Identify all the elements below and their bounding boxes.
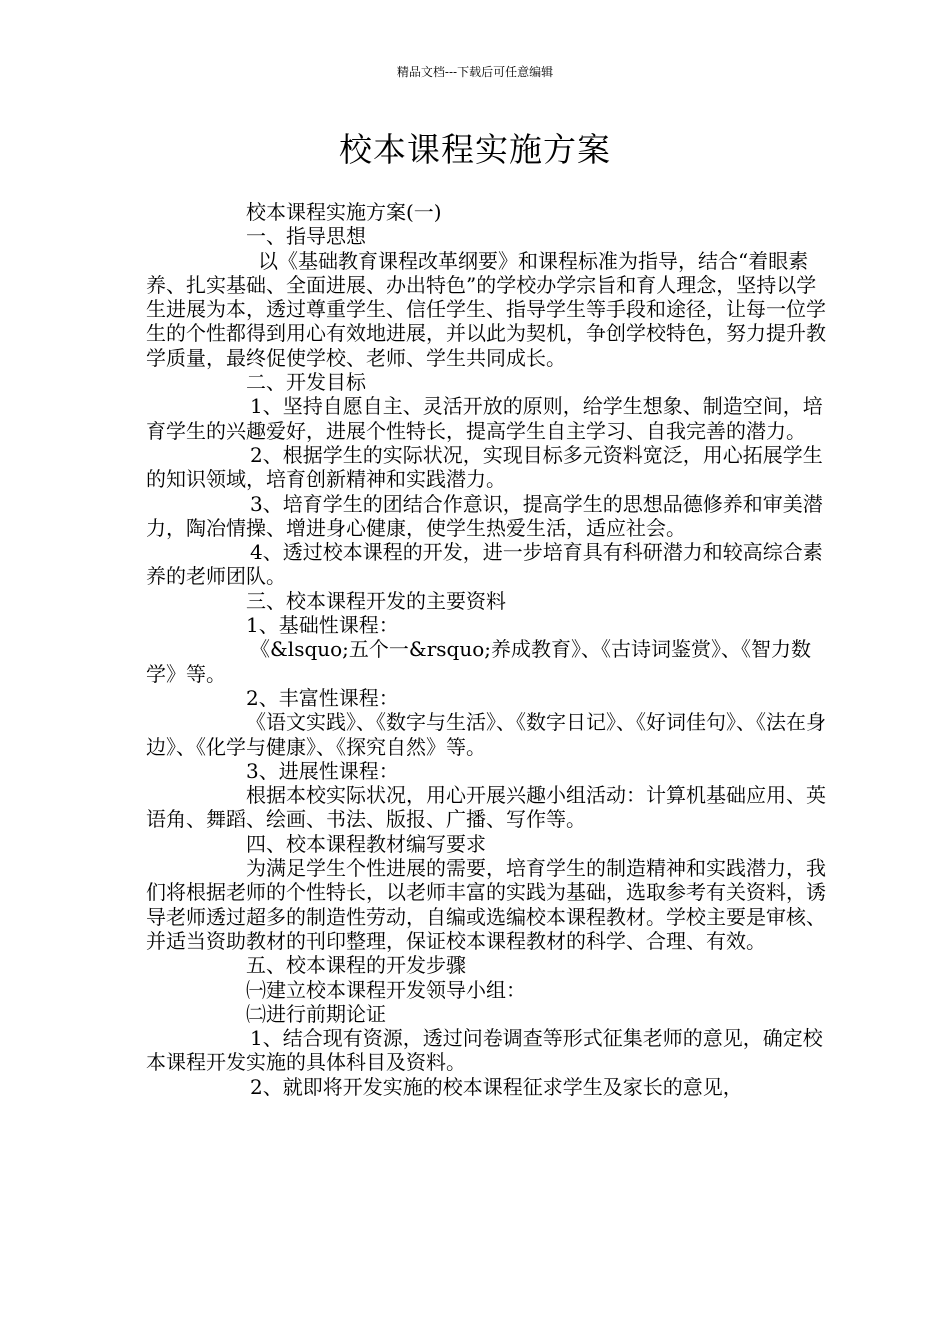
paragraph: 一、指导思想 xyxy=(246,224,366,249)
paragraph: 四、校本课程教材编写要求 xyxy=(246,831,486,856)
paragraph: 根据本校实际状况，用心开展兴趣小组活动：计算机基础应用、英语角、舞蹈、绘画、书法、版报、广播、写作等。 xyxy=(146,783,826,832)
paragraph: 1、结合现有资源，透过问卷调查等形式征集老师的意见，确定校本课程开发实施的具体科目及资料。 xyxy=(146,1026,823,1075)
paragraph: 《&lsquo;五个一&rsquo;养成教育》、《古诗词鉴赏》、《智力数学》等。 xyxy=(146,637,812,686)
paragraph: 为满足学生个性进展的需要，培育学生的制造精神和实践潜力，我们将根据老师的个性特长，以老师丰富的实践为基础，选取参考有关资料，诱导老师透过超多的制造性劳动，自编或选编校本课程教材。学校主要是审核、并适当资助教材的刊印整理，保证校本课程教材的科学、合理、有效。 xyxy=(146,856,826,953)
paragraph: 1、坚持自愿自主、灵活开放的原则，给学生想象、制造空间，培育学生的兴趣爱好，进展个性特长，提高学生自主学习、自我完善的潜力。 xyxy=(146,394,823,443)
document-title: 校本课程实施方案 xyxy=(339,130,611,169)
paragraph: 二、开发目标 xyxy=(246,370,366,395)
paragraph: 2、丰富性课程： xyxy=(246,685,399,710)
paragraph: 2、根据学生的实际状况，实现目标多元资料宽泛，用心拓展学生的知识领域，培育创新精神和实践潜力。 xyxy=(146,442,823,492)
paragraph: 1、基础性课程： xyxy=(246,613,399,638)
document-body xyxy=(146,200,826,1099)
paragraph: 《语文实践》、《数字与生活》、《数字日记》、《好词佳句》、《法在身边》、《化学与健康》、《探究自然》等。 xyxy=(146,710,826,759)
paragraph: 2、就即将开发实施的校本课程征求学生及家长的意见， xyxy=(250,1074,743,1099)
paragraph: ㈡进行前期论证 xyxy=(246,1001,386,1026)
paragraph: ㈠建立校本课程开发领导小组： xyxy=(246,977,526,1002)
paragraph: 三、校本课程开发的主要资料 xyxy=(246,588,506,613)
paragraph: 校本课程实施方案(一) xyxy=(246,200,442,224)
header-note: 精品文档---下载后可任意编辑 xyxy=(396,65,554,79)
paragraph: 3、培育学生的团结合作意识，提高学生的思想品德修养和审美潜力，陶冶情操、增进身心健康，使学生热爱生活，适应社会。 xyxy=(146,491,823,540)
paragraph: 3、进展性课程： xyxy=(246,758,399,783)
paragraph: 五、校本课程的开发步骤 xyxy=(246,953,466,978)
paragraph: 4、透过校本课程的开发，进一步培育具有科研潜力和较高综合素养的老师团队。 xyxy=(146,540,823,589)
paragraph: 以《基础教育课程改革纲要》和课程标准为指导，结合“着眼素养、扎实基础、全面进展、办出特色”的学校办学宗旨和育人理念，坚持以学生进展为本，透过尊重学生、信任学生、指导学生等手段和途径，让每一位学生的个性都得到用心有效地进展，并以此为契机，争创学校特色，努力提升教学质量，最终促使学校、老师、学生共同成长。 xyxy=(146,248,826,370)
